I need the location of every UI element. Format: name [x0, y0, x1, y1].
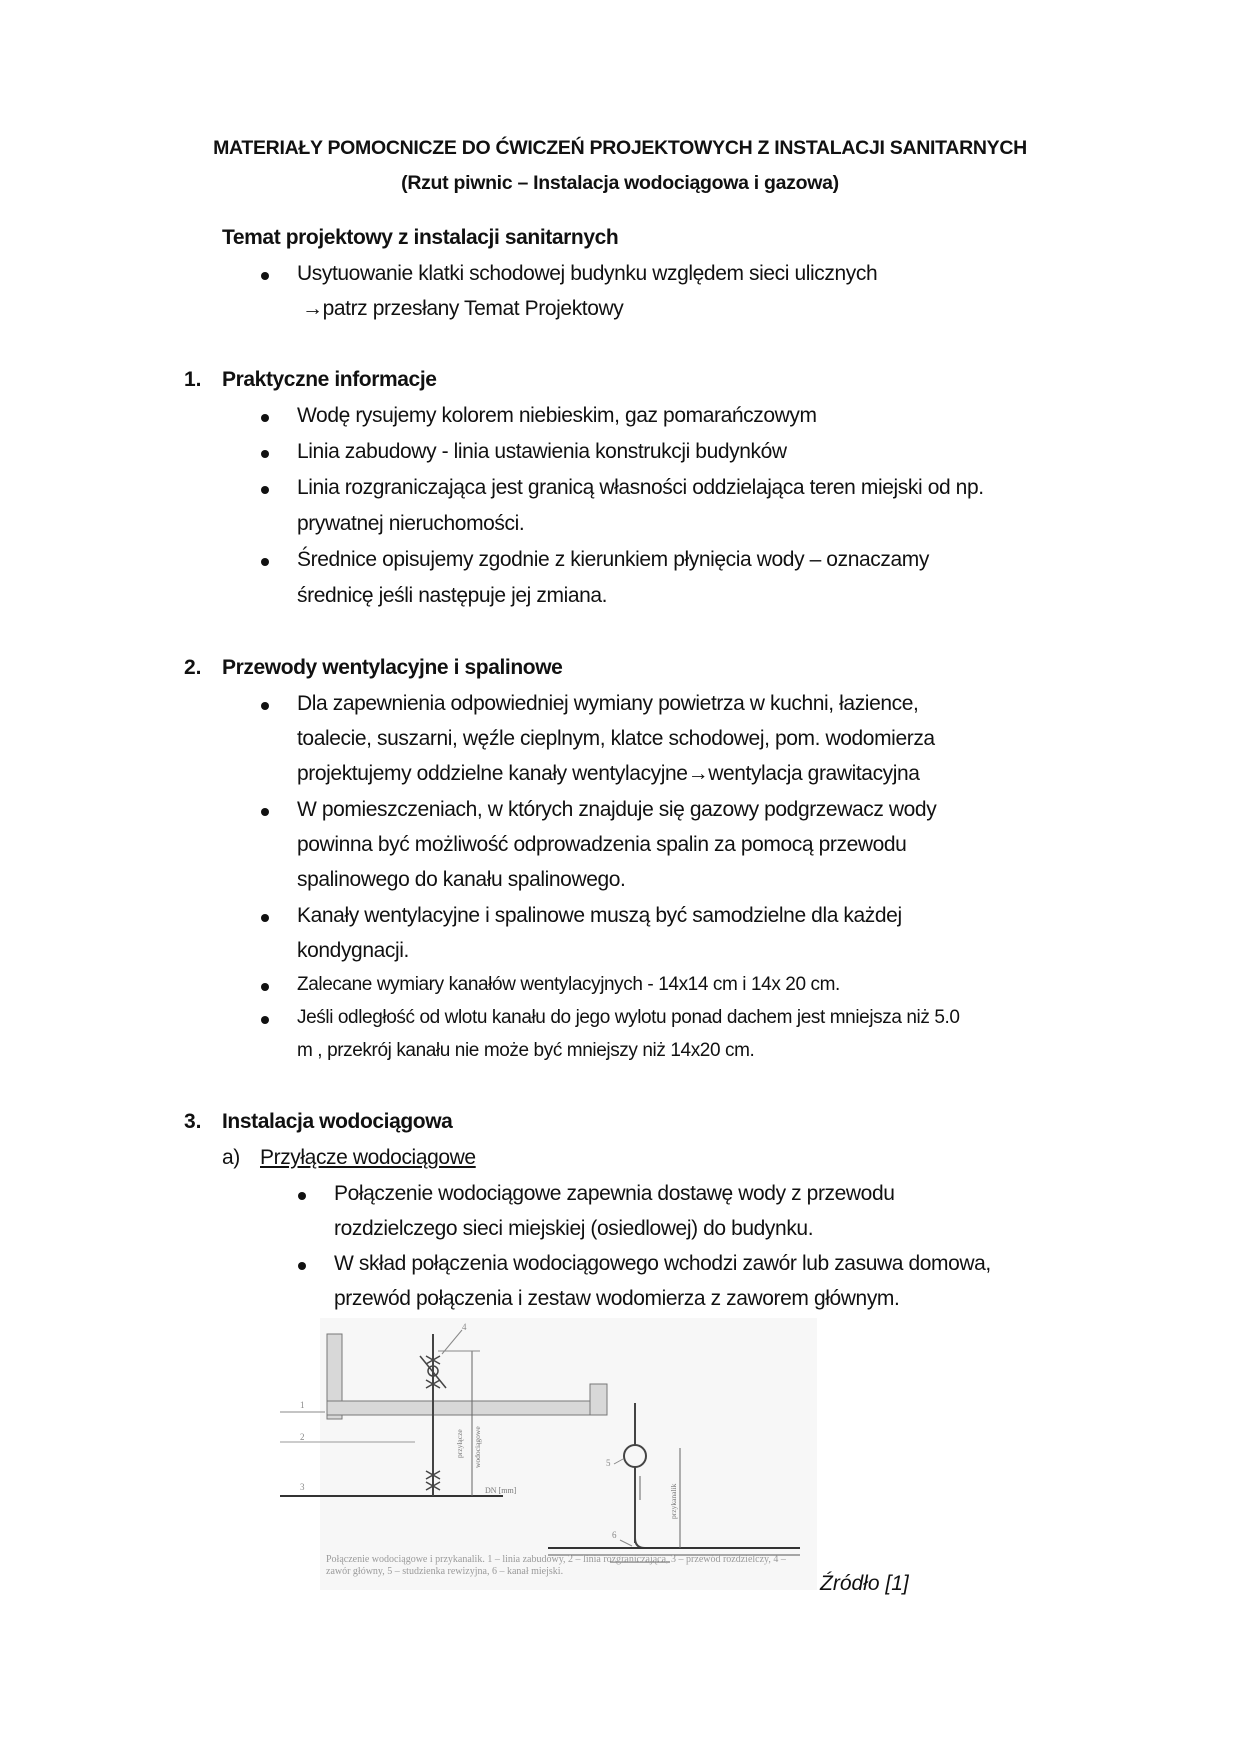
svg-text:2: 2 — [300, 1432, 305, 1442]
subsection-heading: Przyłącze wodociągowe — [260, 1146, 476, 1169]
source-citation: Źródło [1] — [820, 1572, 909, 1595]
figure-caption: Połączenie wodociągowe i przykanalik. 1 – linia zabudowy, 2 – linia rozgraniczająca, 3 – przewód rozdzielczy, 4 – zawór główny, 5 – studzienka rewizyjna, 6 – kanał miejski. — [326, 1554, 786, 1577]
bullet-icon — [261, 702, 269, 710]
bullet-icon — [261, 450, 269, 458]
bullet-icon — [261, 486, 269, 494]
list-item-cont: średnicę jeśli następuje jej zmiana. — [297, 584, 608, 607]
list-item: Zalecane wymiary kanałów wentylacyjnych - 14x14 cm i 14x 20 cm. — [297, 974, 840, 995]
bullet-icon — [261, 1016, 269, 1024]
svg-text:3: 3 — [300, 1482, 305, 1492]
intro-bullet-line: Usytuowanie klatki schodowej budynku względem sieci ulicznych — [297, 262, 878, 285]
list-item: Dla zapewnienia odpowiedniej wymiany powietrza w kuchni, łazience, — [297, 692, 919, 715]
document-subtitle: (Rzut piwnic – Instalacja wodociągowa i gazowa) — [401, 172, 839, 194]
list-item: W pomieszczeniach, w których znajduje się gazowy podgrzewacz wody — [297, 798, 937, 821]
list-item: Połączenie wodociągowe zapewnia dostawę wody z przewodu — [334, 1182, 895, 1205]
svg-text:1: 1 — [300, 1400, 305, 1410]
section-number: 2. — [184, 656, 202, 679]
section-heading: Przewody wentylacyjne i spalinowe — [222, 656, 563, 679]
svg-text:5: 5 — [606, 1458, 611, 1468]
diagram-drawing — [300, 1318, 817, 1590]
section-heading: Instalacja wodociągowa — [222, 1110, 453, 1133]
water-connection-diagram — [300, 1318, 817, 1590]
list-item: W skład połączenia wodociągowego wchodzi zawór lub zasuwa domowa, — [334, 1252, 991, 1275]
list-item-cont: toalecie, suszarni, węźle cieplnym, klatce schodowej, pom. wodomierza — [297, 727, 935, 750]
bullet-icon — [261, 808, 269, 816]
bullet-icon — [261, 983, 269, 991]
bullet-icon — [261, 914, 269, 922]
list-item: Wodę rysujemy kolorem niebieskim, gaz pomarańczowym — [297, 404, 817, 427]
list-item-cont: projektujemy oddzielne kanały wentylacyjne→wentylacja grawitacyjna — [297, 762, 920, 785]
list-item-cont: prywatnej nieruchomości. — [297, 512, 525, 535]
svg-text:6: 6 — [612, 1530, 617, 1540]
list-item-cont: m , przekrój kanału nie może być mniejszy niż 14x20 cm. — [297, 1040, 755, 1061]
section-number: 3. — [184, 1110, 202, 1133]
list-item-cont: rozdzielczego sieci miejskiej (osiedlowej) do budynku. — [334, 1217, 814, 1240]
svg-text:wodociągowe: wodociągowe — [473, 1426, 482, 1468]
list-item-cont: przewód połączenia i zestaw wodomierza z zaworem głównym. — [334, 1287, 900, 1310]
list-item: Linia zabudowy - linia ustawienia konstrukcji budynków — [297, 440, 787, 463]
bullet-icon — [261, 272, 269, 280]
intro-heading: Temat projektowy z instalacji sanitarnych — [222, 226, 619, 249]
list-item: Średnice opisujemy zgodnie z kierunkiem płynięcia wody – oznaczamy — [297, 548, 929, 571]
list-item: Linia rozgraniczająca jest granicą własności oddzielająca teren miejski od np. — [297, 476, 984, 499]
section-heading: Praktyczne informacje — [222, 368, 437, 391]
list-item: Kanały wentylacyjne i spalinowe muszą być samodzielne dla każdej — [297, 904, 902, 927]
bullet-icon — [298, 1262, 306, 1270]
intro-bullet-line: →patrz przesłany Temat Projektowy — [302, 297, 624, 320]
svg-text:DN [mm]: DN [mm] — [485, 1486, 517, 1495]
bullet-icon — [261, 558, 269, 566]
list-item: Jeśli odległość od wlotu kanału do jego wylotu ponad dachem jest mniejsza niż 5.0 — [297, 1007, 960, 1028]
label-4: 4 — [462, 1322, 467, 1332]
list-item-cont: powinna być możliwość odprowadzenia spalin za pomocą przewodu — [297, 833, 907, 856]
list-item-cont: kondygnacji. — [297, 939, 409, 962]
svg-text:przykanalik: przykanalik — [669, 1483, 678, 1519]
document-title: MATERIAŁY POMOCNICZE DO ĆWICZEŃ PROJEKTOWYCH Z INSTALACJI SANITARNYCH — [213, 137, 1027, 159]
section-number: 1. — [184, 368, 202, 391]
bullet-icon — [298, 1192, 306, 1200]
bullet-icon — [261, 414, 269, 422]
svg-text:przyłącze: przyłącze — [455, 1429, 464, 1458]
subsection-label: a) — [222, 1146, 240, 1169]
list-item-cont: spalinowego do kanału spalinowego. — [297, 868, 626, 891]
